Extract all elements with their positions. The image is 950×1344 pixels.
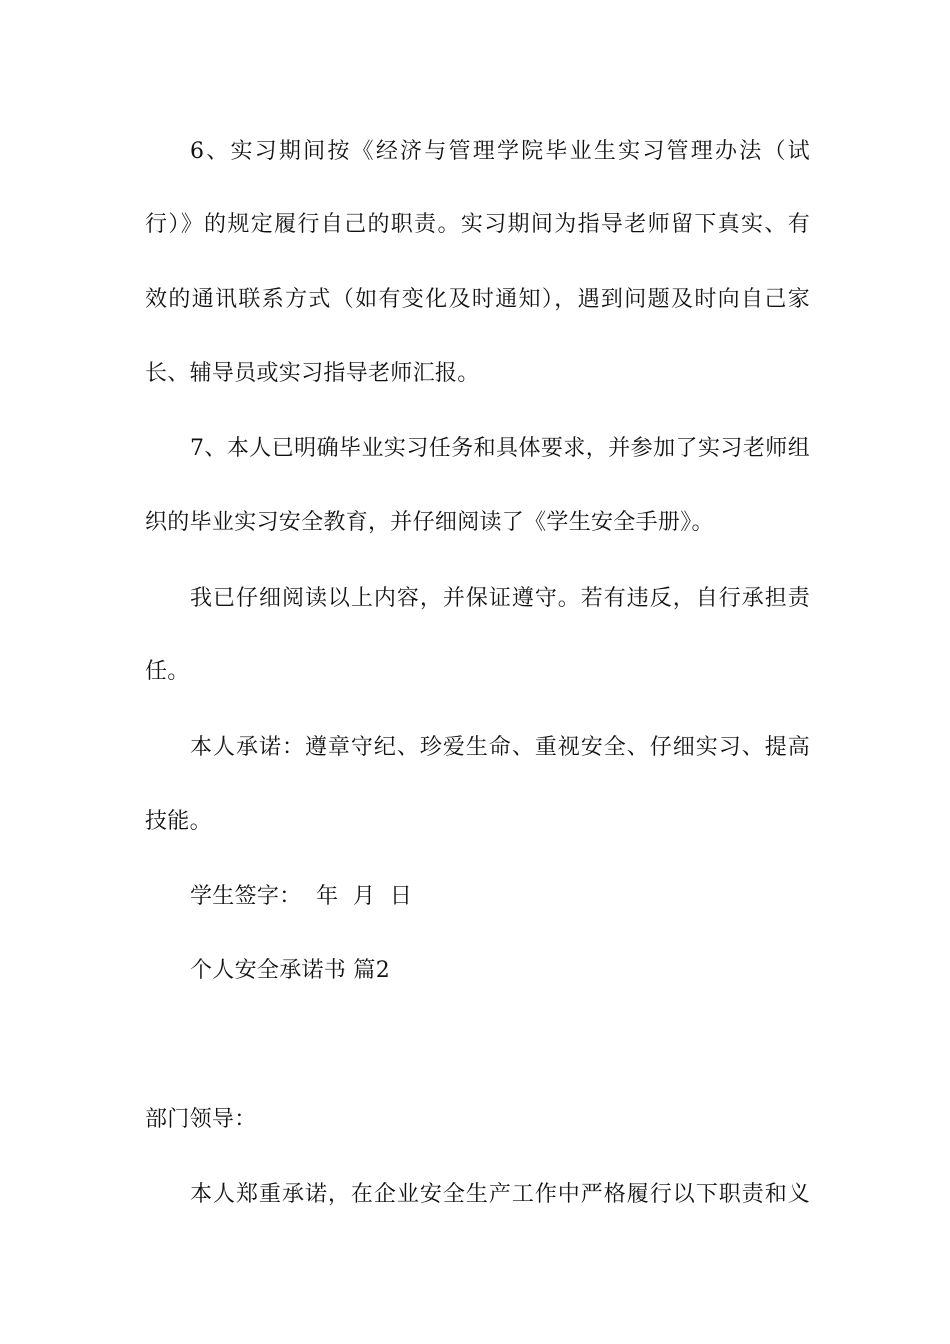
paragraph-6-line-3: 效的通讯联系方式（如有变化及时通知），遇到问题及时向自己家 bbox=[145, 287, 810, 312]
pledge-line-1: 本人承诺：遵章守纪、珍爱生命、重视安全、仔细实习、提高 bbox=[190, 735, 810, 760]
pledge-line-2: 技能。 bbox=[145, 809, 212, 834]
paragraph-6-line-4: 长、辅导员或实习指导老师汇报。 bbox=[145, 361, 480, 386]
confirmation-line-1: 我已仔细阅读以上内容，并保证遵守。若有违反，自行承担责 bbox=[190, 586, 810, 611]
paragraph-6-line-2: 行）》的规定履行自己的职责。实习期间为指导老师留下真实、有 bbox=[145, 212, 810, 237]
paragraph-6-line-1: 6、实习期间按《经济与管理学院毕业生实习管理办法（试 bbox=[190, 139, 810, 164]
student-signature-line: 学生签字： 年 月 日 bbox=[190, 884, 413, 909]
confirmation-line-2: 任。 bbox=[145, 659, 190, 684]
commitment-line-1: 本人郑重承诺，在企业安全生产工作中严格履行以下职责和义 bbox=[190, 1182, 810, 1207]
paragraph-7-line-2: 织的毕业实习安全教育，并仔细阅读了《学生安全手册》。 bbox=[145, 510, 714, 535]
paragraph-7-line-1: 7、本人已明确毕业实习任务和具体要求，并参加了实习老师组 bbox=[190, 436, 810, 461]
section-heading: 个人安全承诺书 篇2 bbox=[190, 958, 390, 983]
salutation: 部门领导： bbox=[145, 1107, 257, 1132]
